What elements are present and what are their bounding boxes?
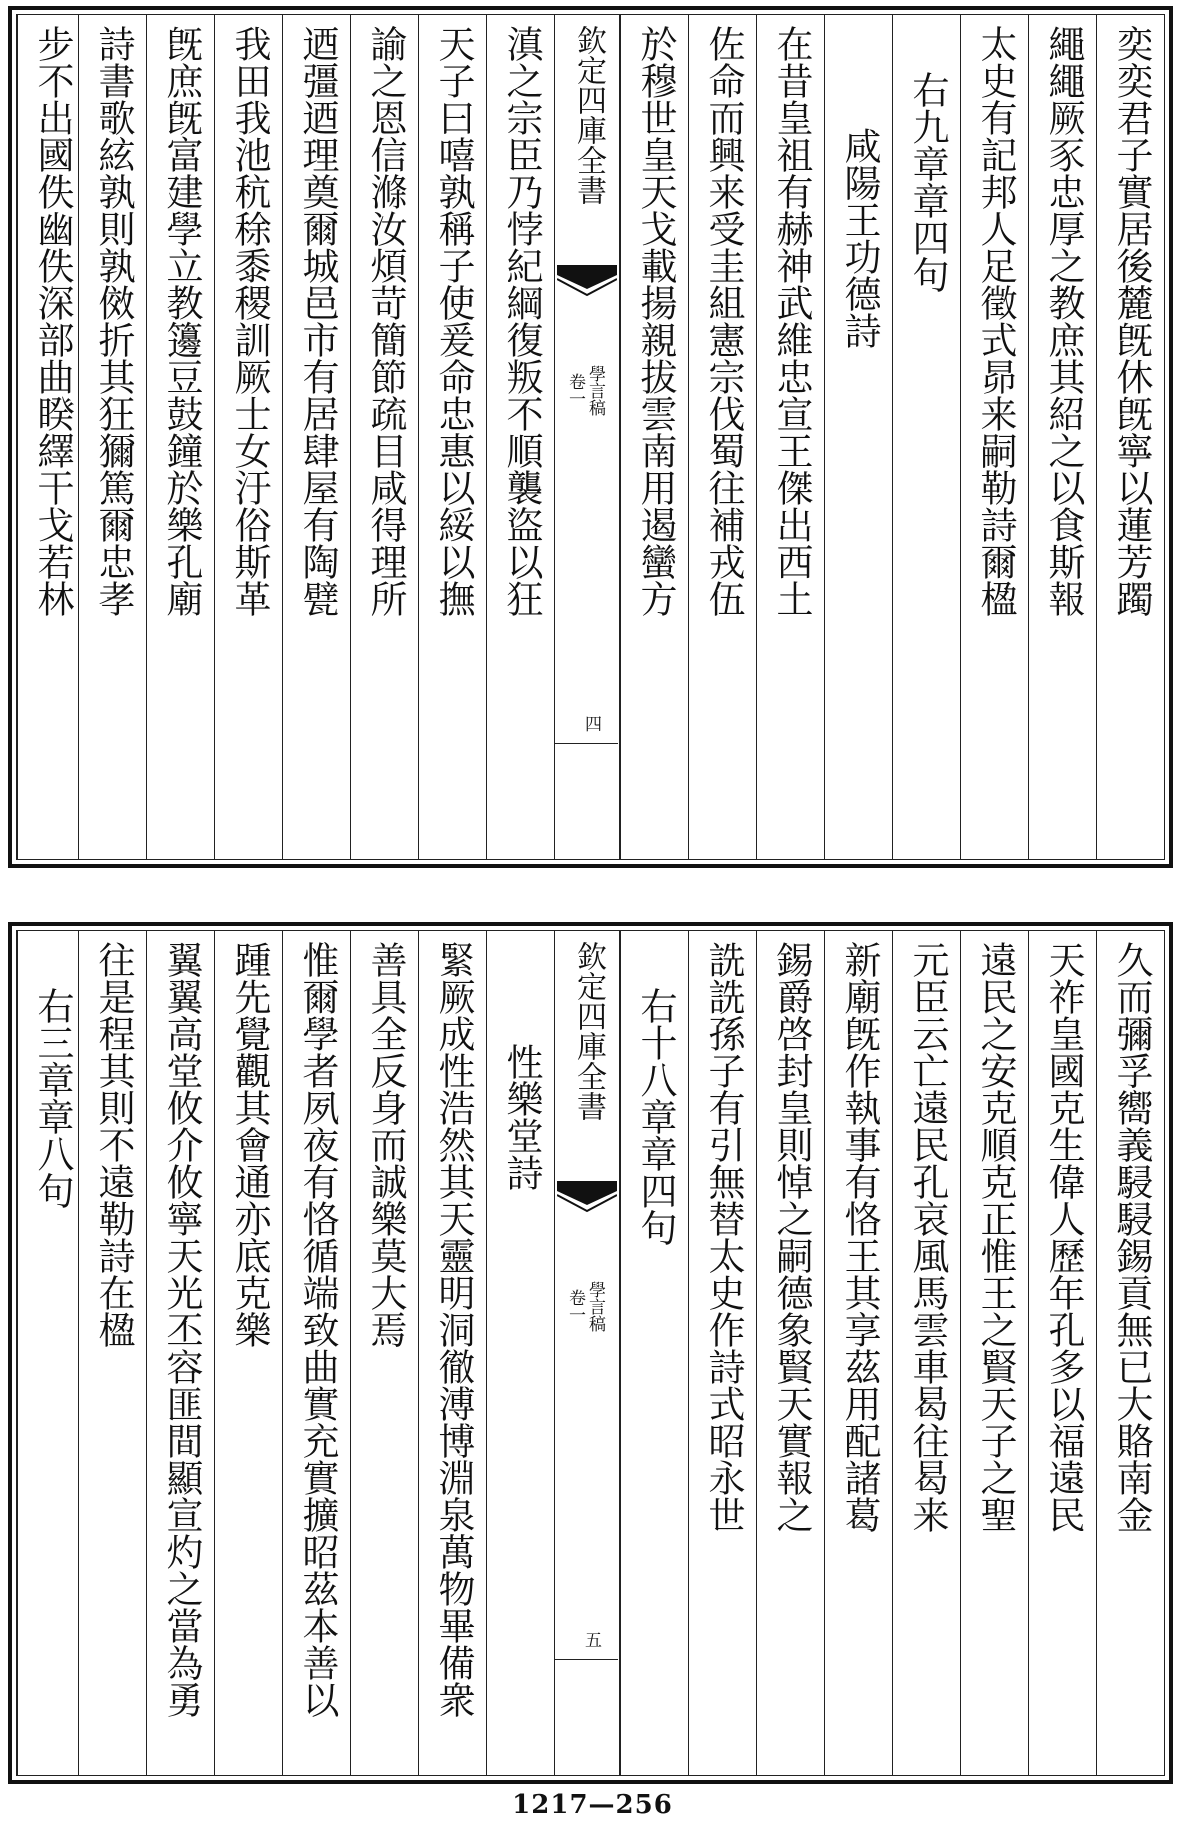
top-left-column-3 (350, 15, 418, 859)
top-left-column-7 (78, 15, 146, 859)
top-left-column-8 (17, 15, 85, 859)
bottom-right-column-5 (824, 931, 892, 1775)
top-center-volume: 卷一 (565, 373, 585, 407)
top-left-column-2 (418, 15, 486, 859)
top-right-column-8 (620, 15, 688, 859)
top-left-column-6 (146, 15, 214, 859)
bottom-center-page-number: 五 (581, 1631, 601, 1648)
bottom-left-column-1-text: 性樂堂詩 (500, 1043, 543, 1191)
top-right-column-1-text: 奕奕君子實居後麓旣休旣寧以蓮芳躅 (1110, 25, 1153, 617)
bottom-left-column-5 (214, 931, 282, 1775)
bottom-right-column-1 (1096, 931, 1164, 1775)
top-left-column-4 (282, 15, 350, 859)
top-page-text-area (16, 14, 1165, 860)
top-right-column-1 (1096, 15, 1164, 859)
top-right-column-6 (756, 15, 824, 859)
top-left-column-3-text: 諭之恩信滌汝煩苛簡節疏目咸得理所 (364, 25, 407, 617)
bottom-right-column-1-text: 久而彌孚嚮義駸駸錫貢無已大賂南金 (1110, 941, 1153, 1533)
top-center-rule (555, 743, 618, 744)
top-right-column-6-text: 在昔皇祖有赫神武維忠宣王傑出西土 (770, 25, 813, 617)
bottom-right-column-8-text: 右十八章章四句 (634, 987, 677, 1246)
top-right-column-7 (688, 15, 756, 859)
top-right-column-3-text: 太史有記邦人足徵式昴来嗣勒詩爾楹 (974, 25, 1017, 617)
top-right-column-2 (1028, 15, 1096, 859)
top-center-book-title: 欽定四庫全書 (571, 25, 606, 205)
top-center-collection-name: 學言稿 (585, 365, 605, 416)
bottom-center-book-title: 欽定四庫全書 (571, 941, 606, 1121)
bottom-left-column-2 (418, 931, 486, 1775)
bottom-right-column-7 (688, 931, 756, 1775)
bottom-left-column-7 (78, 931, 146, 1775)
bottom-right-column-3 (960, 931, 1028, 1775)
bottom-center-rule (555, 1659, 618, 1660)
bottom-left-column-2-text: 緊厥成性浩然其天靈明洞徹溥博淵泉萬物畢備衆 (432, 941, 475, 1718)
bottom-right-column-6 (756, 931, 824, 1775)
bottom-left-column-1 (486, 931, 554, 1775)
top-left-column-6-text: 旣庶旣富建學立教籩豆鼓鐘於樂孔廟 (160, 25, 203, 617)
top-right-column-7-text: 佐命而興来受圭組憲宗伐蜀往補戎伍 (702, 25, 745, 617)
bottom-center-strip (554, 931, 620, 1775)
bottom-left-column-7-text: 往是程其則不遠勒詩在楹 (92, 941, 135, 1348)
bottom-right-column-4 (892, 931, 960, 1775)
top-right-column-8-text: 於穆世皇天戈載揚親拔雲南用遏蠻方 (634, 25, 677, 617)
top-left-column-8-text: 步不出國佚幽佚深部曲睽繹干戈若林 (31, 25, 74, 617)
bottom-left-column-4 (282, 931, 350, 1775)
bottom-center-volume: 卷一 (565, 1289, 585, 1323)
top-left-column-2-text: 天子曰嘻孰稱子使爰命忠惠以綏以撫 (432, 25, 475, 617)
bottom-left-column-5-text: 踵先覺觀其會通亦底克樂 (228, 941, 271, 1348)
top-right-column-4-text: 右九章章四句 (906, 71, 949, 293)
top-page-frame (8, 6, 1173, 868)
bottom-right-column-8 (620, 931, 688, 1775)
top-right-column-3 (960, 15, 1028, 859)
bottom-left-column-6-text: 翼翼高堂攸介攸寧天光丕容匪間顯宣灼之當為勇 (160, 941, 203, 1718)
top-left-column-4-text: 迺彊迺理奠爾城邑市有居肆屋有陶甓 (296, 25, 339, 617)
bottom-right-column-6-text: 錫爵啓封皇則悼之嗣德象賢天實報之 (770, 941, 813, 1533)
bottom-left-column-8 (17, 931, 85, 1775)
top-center-strip (554, 15, 620, 859)
top-left-column-1 (486, 15, 554, 859)
bottom-left-column-3 (350, 931, 418, 1775)
bottom-left-column-4-text: 惟爾學者夙夜有恪循端致曲實充實擴昭茲本善以 (296, 941, 339, 1718)
page-footer-number: 1217—256 (512, 1790, 673, 1820)
bottom-page-frame (8, 922, 1173, 1784)
bottom-left-column-6 (146, 931, 214, 1775)
bottom-center-collection-name: 學言稿 (585, 1281, 605, 1332)
bottom-right-column-4-text: 元臣云亡遠民孔哀風馬雲車曷往曷来 (906, 941, 949, 1533)
bottom-fishtail-mark-icon (557, 1181, 617, 1217)
bottom-page-text-area (16, 930, 1165, 1776)
top-right-column-4 (892, 15, 960, 859)
top-right-column-2-text: 繩繩厥豕忠厚之教庶其紹之以食斯報 (1042, 25, 1085, 617)
bottom-left-column-3-text: 善具全反身而誠樂莫大焉 (364, 941, 407, 1348)
top-left-column-5-text: 我田我池秔稌黍稷訓厥士女汙俗斯革 (228, 25, 271, 617)
top-center-page-number: 四 (581, 715, 601, 732)
top-fishtail-mark-icon (557, 265, 617, 301)
top-left-column-7-text: 詩書歌絃孰則孰傚折其狂獮篤爾忠孝 (92, 25, 135, 617)
top-right-column-5-text: 咸陽王功德詩 (838, 127, 881, 349)
bottom-right-column-7-text: 詵詵孫子有引無替太史作詩式昭永世 (702, 941, 745, 1533)
top-right-column-5 (824, 15, 892, 859)
top-left-column-5 (214, 15, 282, 859)
top-left-column-1-text: 滇之宗臣乃悖紀綱復叛不順襲盜以狂 (500, 25, 543, 617)
bottom-right-column-2 (1028, 931, 1096, 1775)
bottom-right-column-5-text: 新廟旣作執事有恪王其享茲用配諸葛 (838, 941, 881, 1533)
bottom-right-column-2-text: 天祚皇國克生偉人歷年孔多以福遠民 (1042, 941, 1085, 1533)
bottom-left-column-8-text: 右三章章八句 (31, 987, 74, 1209)
bottom-right-column-3-text: 遠民之安克順克正惟王之賢天子之聖 (974, 941, 1017, 1533)
